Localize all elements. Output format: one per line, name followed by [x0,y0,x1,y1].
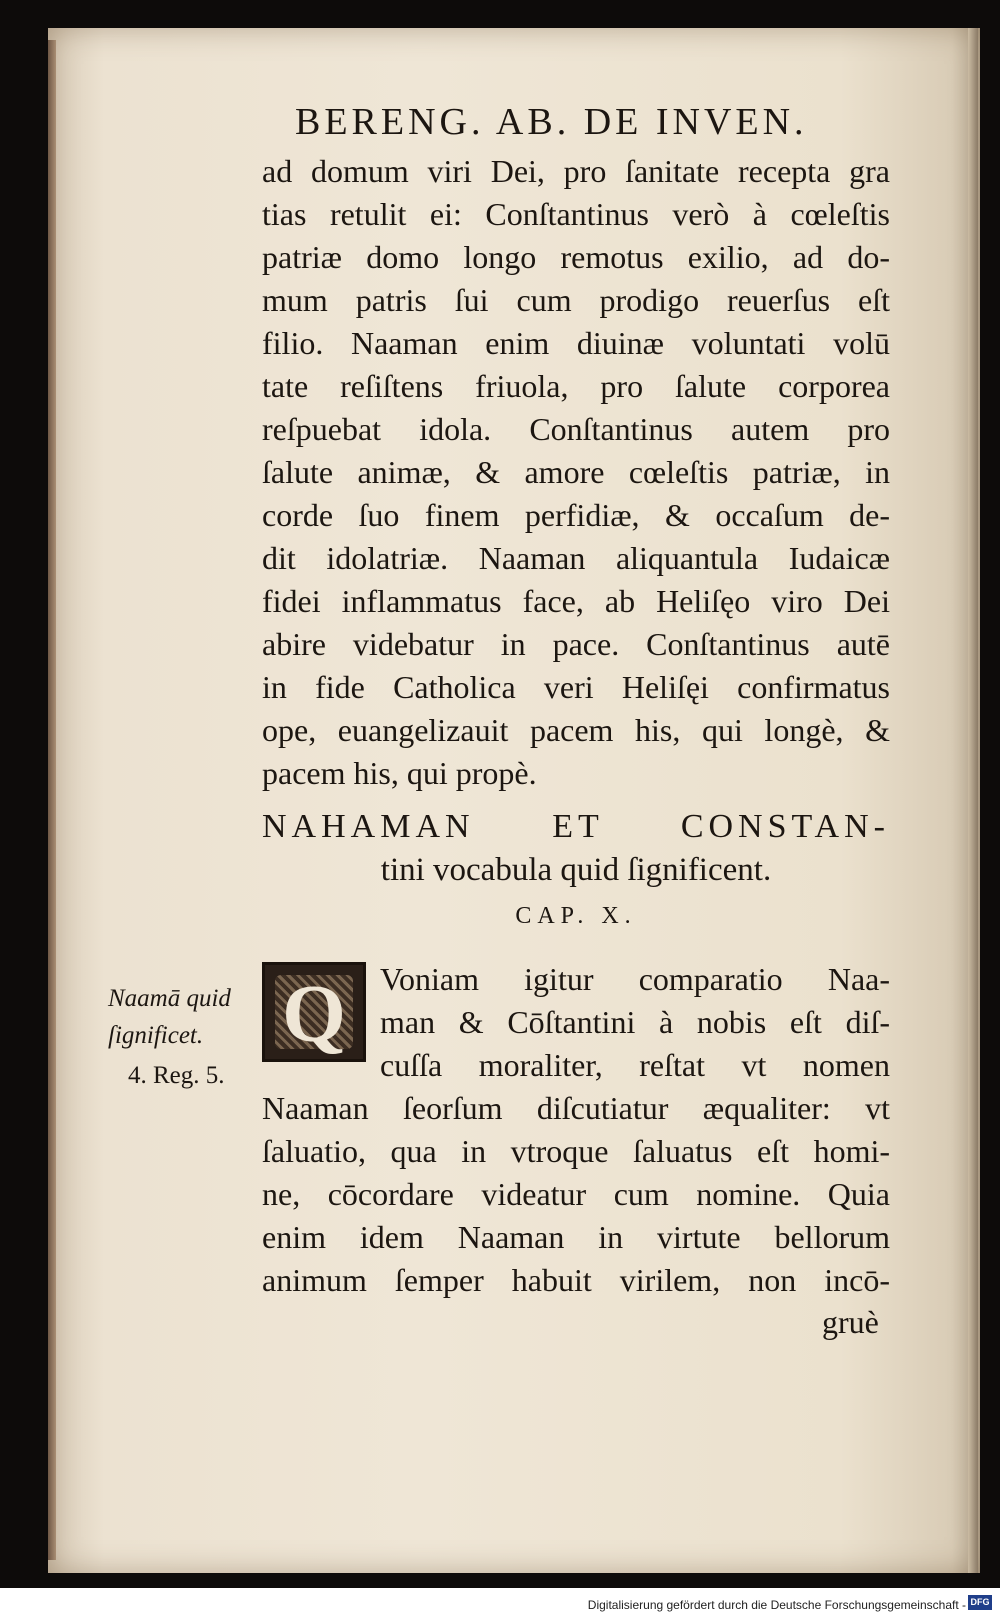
text-line: reſpuebat idola. Conſtantinus autem pro [262,411,890,447]
text-line: enim idem Naaman in virtute bellorum [262,1219,890,1255]
text-line: animum ſemper habuit virilem, non incō- [262,1262,890,1298]
text-line: ope, euangelizauit pacem his, qui longè, & [262,712,890,748]
text-line: filio. Naaman enim diuinæ voluntati volū [262,325,890,361]
initial-letter: Q [282,968,346,1059]
text-line: fidei inflammatus face, ab Heliſęo viro Dei [262,583,890,619]
text-line: mum patris ſui cum prodigo reuerſus eſt [262,282,890,318]
text-line: abire videbatur in pace. Conſtantinus autē [262,626,890,662]
text-line: ſaluatio, qua in vtroque ſaluatus eſt homi- [262,1133,890,1169]
decorated-initial [262,962,366,1062]
text-line: man & Cōſtantini à nobis eſt diſ- [380,1004,890,1040]
margin-note-reference: 4. Reg. 5. [128,1062,225,1089]
text-line: patriæ domo longo remotus exilio, ad do- [262,239,890,275]
text-line: in fide Catholica veri Heliſęi confirmatus [262,669,890,705]
chapter-subtitle: tini vocabula quid ſignificent. [380,852,772,888]
text-line: ſalute animæ, & amore cœleſtis patriæ, in [262,454,890,490]
margin-note-line: ſignificet. [108,1022,204,1049]
text-line: corde ſuo finem perfidiæ, & occaſum de- [262,497,890,533]
funding-notice: Digitalisierung gefördert durch die Deutsche Forschungsgemeinschaft - [587,1598,966,1612]
page-right-edge [968,28,978,1573]
dfg-logo: DFG [968,1595,992,1610]
text-line: tate reſiſtens friuola, pro ſalute corporea [262,368,890,404]
text-line: Voniam igitur comparatio Naa- [380,961,890,997]
chapter-title: NAHAMAN ET CONSTAN- [262,808,890,845]
page-left-edge [48,40,56,1560]
text-line: ad domum viri Dei, pro ſanitate recepta gra [262,153,890,189]
chapter-number: CAP. X. [515,903,637,929]
text-line: ne, cōcordare videatur cum nomine. Quia [262,1176,890,1212]
footer-bar [0,1590,1000,1623]
text-line: Naaman ſeorſum diſcutiatur æqualiter: vt [262,1090,890,1126]
text-line: tias retulit ei: Conſtantinus verò à cœleſtis [262,196,890,232]
text-line: cuſſa moraliter, reſtat vt nomen [380,1047,890,1083]
text-line: dit idolatriæ. Naaman aliquantula Iudaicæ [262,540,890,576]
running-head: BERENG. AB. DE INVEN. [295,101,808,143]
margin-note-line: Naamā quid [108,985,231,1012]
catchword: gruè [822,1304,879,1340]
text-line: pacem his, qui propè. [262,755,537,791]
